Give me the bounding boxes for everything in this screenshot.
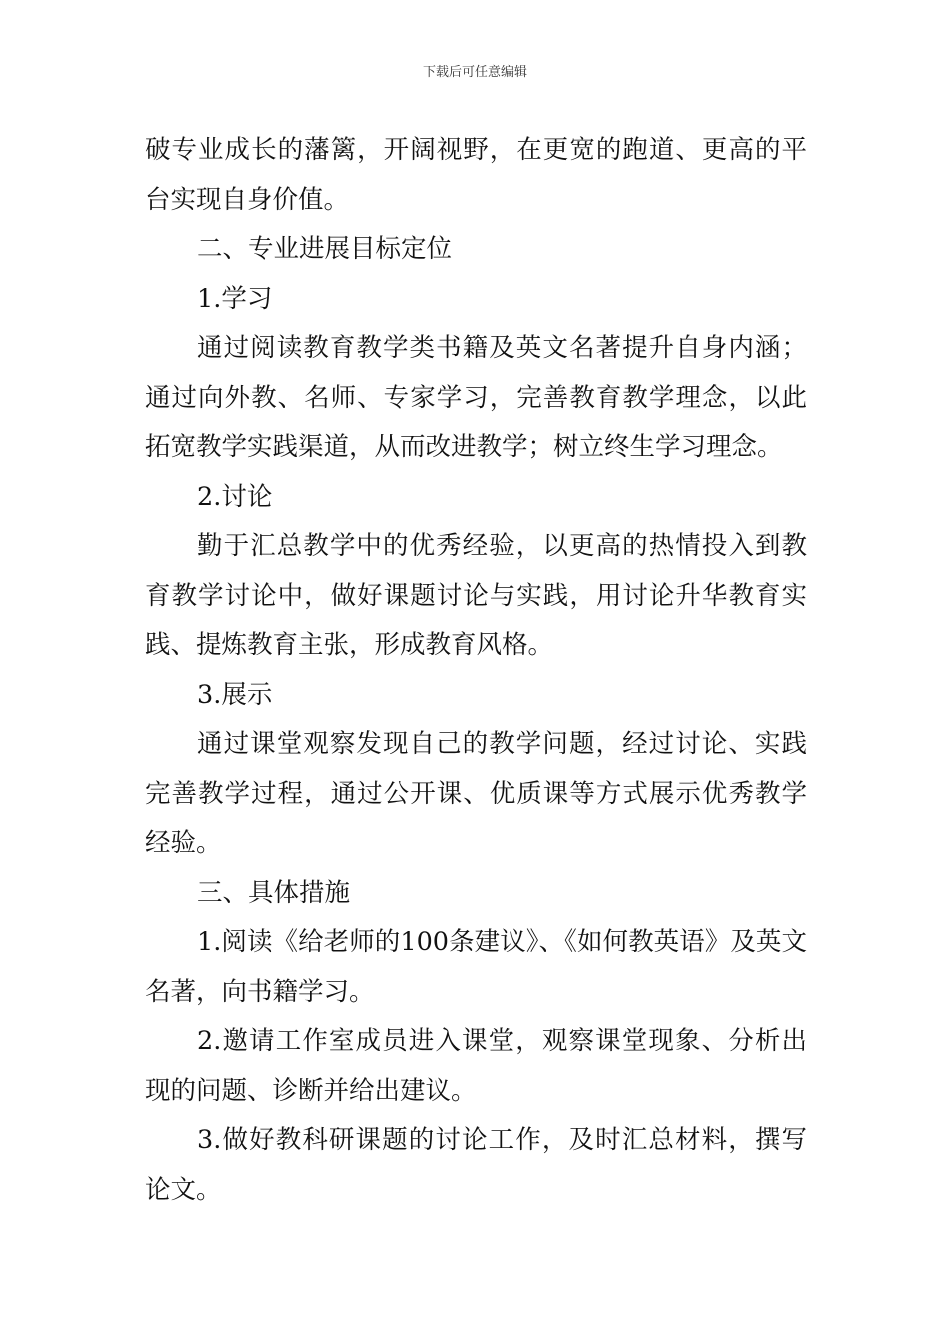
section-heading-measures: 三、具体措施 (197, 877, 351, 908)
subheading-discussion: 2.讨论 (197, 481, 273, 512)
subheading-showcase: 3.展示 (197, 679, 273, 710)
subheading-learning: 1.学习 (197, 283, 273, 314)
measure-item-1: 1.阅读《给老师的100条建议》、《如何教英语》及英文名著，向书籍学习。 (145, 927, 807, 1007)
paragraph-learning: 通过阅读教育教学类书籍及英文名著提升自身内涵；通过向外教、名师、专家学习，完善教育教学理念，以此拓宽教学实践渠道，从而改进教学；树立终生学习理念。 (145, 333, 807, 462)
section-heading-goals: 二、专业进展目标定位 (197, 234, 453, 264)
measure-item-2: 2.邀请工作室成员进入课堂，观察课堂现象、分析出现的问题、诊断并给出建议。 (145, 1026, 807, 1106)
measure-item-3: 3.做好教科研课题的讨论工作，及时汇总材料，撰写论文。 (145, 1125, 807, 1205)
paragraph-continuation: 破专业成长的藩篱，开阔视野，在更宽的跑道、更高的平台实现自身价值。 (145, 135, 807, 215)
document-body (145, 126, 807, 1215)
paragraph-showcase: 通过课堂观察发现自己的教学问题，经过讨论、实践完善教学过程，通过公开课、优质课等方式展示优秀教学经验。 (145, 729, 807, 858)
page-header: 下载后可任意编辑 (422, 65, 527, 80)
paragraph-discussion: 勤于汇总教学中的优秀经验，以更高的热情投入到教育教学讨论中，做好课题讨论与实践，用讨论升华教育实践、提炼教育主张，形成教育风格。 (145, 531, 807, 660)
